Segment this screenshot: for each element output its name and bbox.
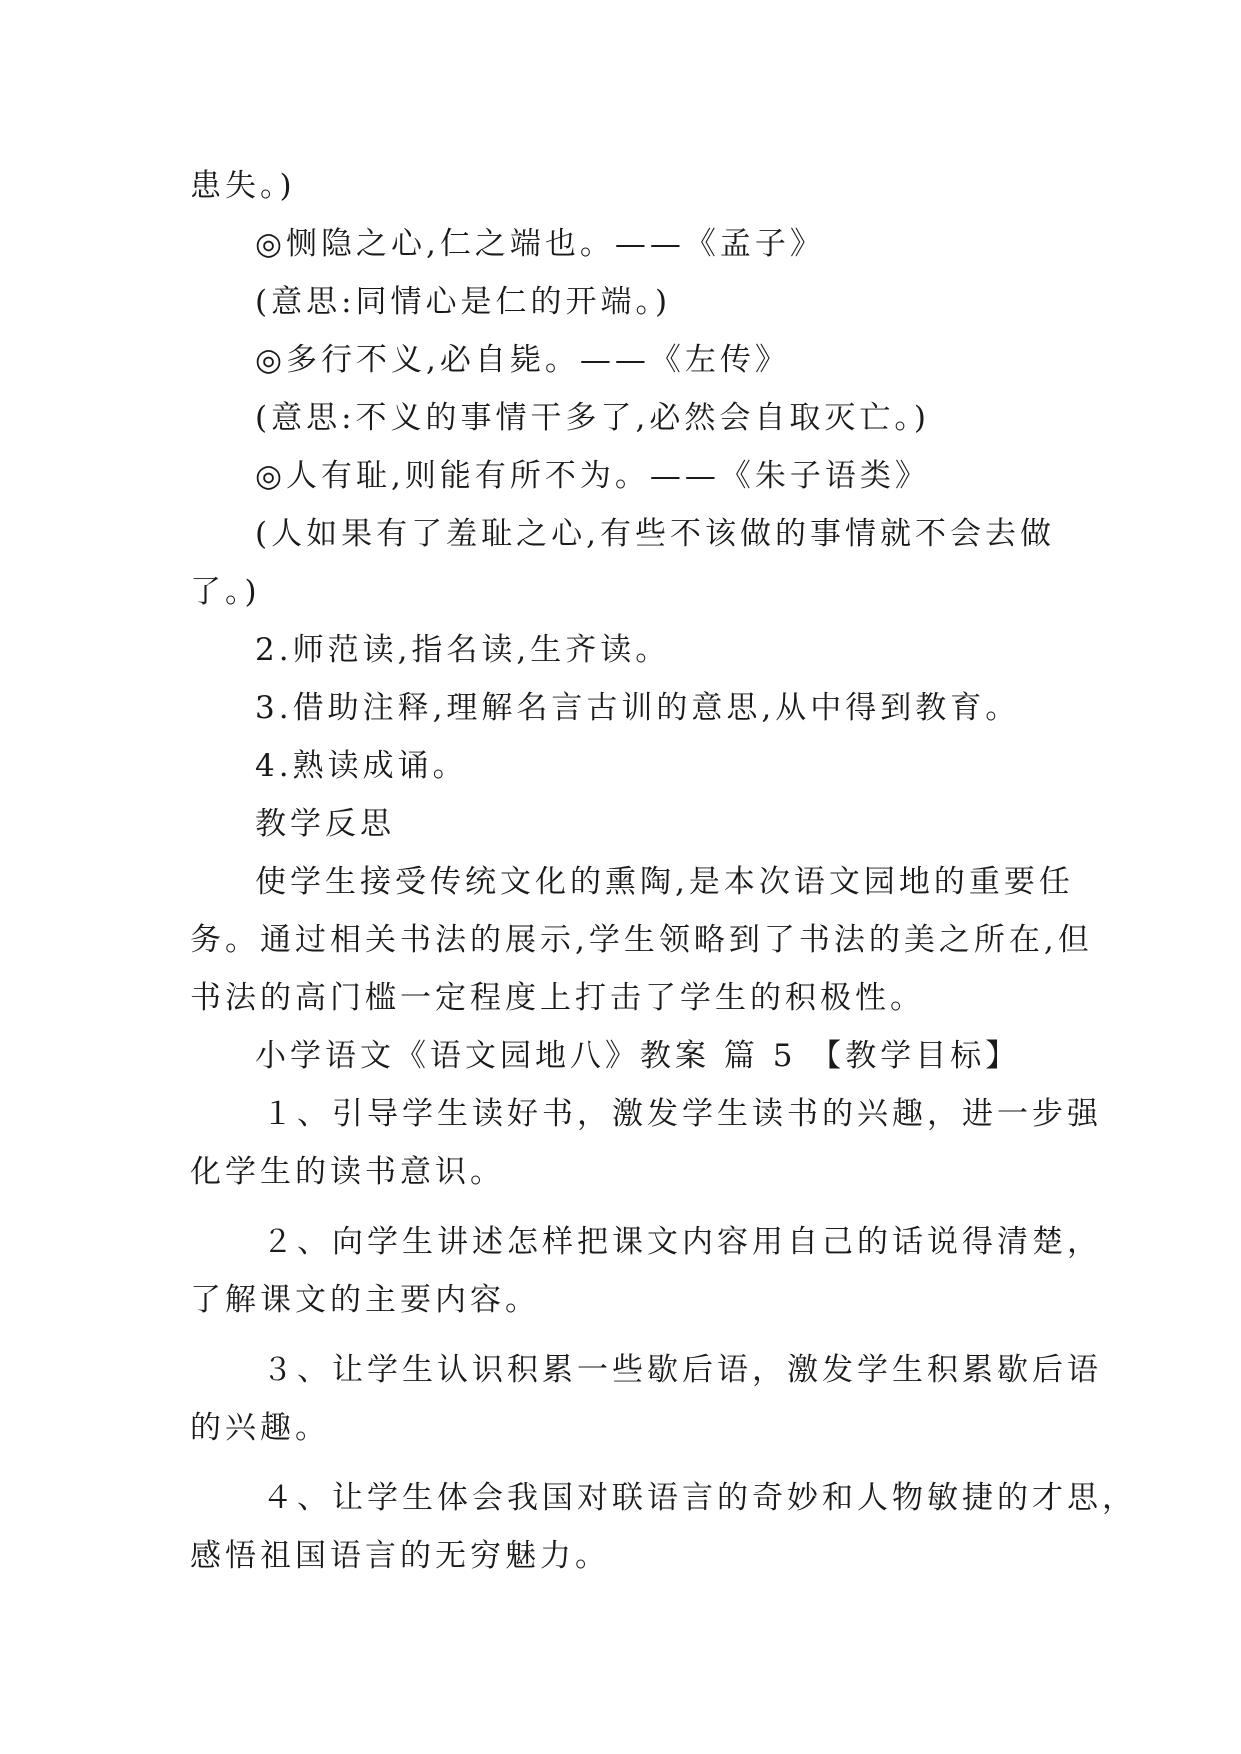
- objective-4-line-2: 感悟祖国语言的无穷魅力。: [190, 1538, 610, 1574]
- section-heading-reflection: 教学反思: [255, 806, 395, 842]
- objective-1-line-2: 化学生的读书意识。: [190, 1154, 505, 1190]
- objective-3-line-1: ３、让学生认识积累一些歇后语，激发学生积累歇后语: [262, 1352, 1102, 1388]
- step-4: 4.熟读成诵。: [255, 748, 468, 784]
- reflection-paragraph-line-1: 使学生接受传统文化的熏陶,是本次语文园地的重要任: [255, 864, 1074, 900]
- quote-zhuzi: ◎人有耻,则能有所不为。——《朱子语类》: [255, 458, 930, 494]
- reflection-paragraph-line-3: 书法的高门槛一定程度上打击了学生的积极性。: [190, 980, 925, 1016]
- text-line-1: 患失。): [190, 168, 296, 204]
- objective-4-line-1: ４、让学生体会我国对联语言的奇妙和人物敏捷的才思，: [262, 1480, 1137, 1516]
- quote-mencius: ◎恻隐之心,仁之端也。——《孟子》: [255, 226, 825, 262]
- reflection-paragraph-line-2: 务。通过相关书法的展示,学生领略到了书法的美之所在,但: [190, 922, 1093, 958]
- objective-3-line-2: 的兴趣。: [190, 1410, 330, 1446]
- meaning-zuozhuan: (意思:不义的事情干多了,必然会自取灭亡。): [255, 400, 930, 436]
- objective-2-line-2: 了解课文的主要内容。: [190, 1282, 540, 1318]
- meaning-mencius: (意思:同情心是仁的开端。): [255, 284, 672, 320]
- meaning-zhuzi: (人如果有了羞耻之心,有些不该做的事情就不会去做: [255, 516, 1055, 552]
- objective-2-line-1: ２、向学生讲述怎样把课文内容用自己的话说得清楚，: [262, 1224, 1102, 1260]
- quote-zuozhuan: ◎多行不义,必自毙。——《左传》: [255, 342, 790, 378]
- meaning-zhuzi-cont: 了。): [190, 574, 261, 610]
- step-3: 3.借助注释,理解名言古训的意思,从中得到教育。: [255, 690, 1021, 726]
- lesson-title-5: 小学语文《语文园地八》教案 篇 5 【教学目标】: [255, 1038, 1021, 1074]
- step-2: 2.师范读,指名读,生齐读。: [255, 632, 671, 668]
- objective-1-line-1: １、引导学生读好书，激发学生读书的兴趣，进一步强: [262, 1096, 1102, 1132]
